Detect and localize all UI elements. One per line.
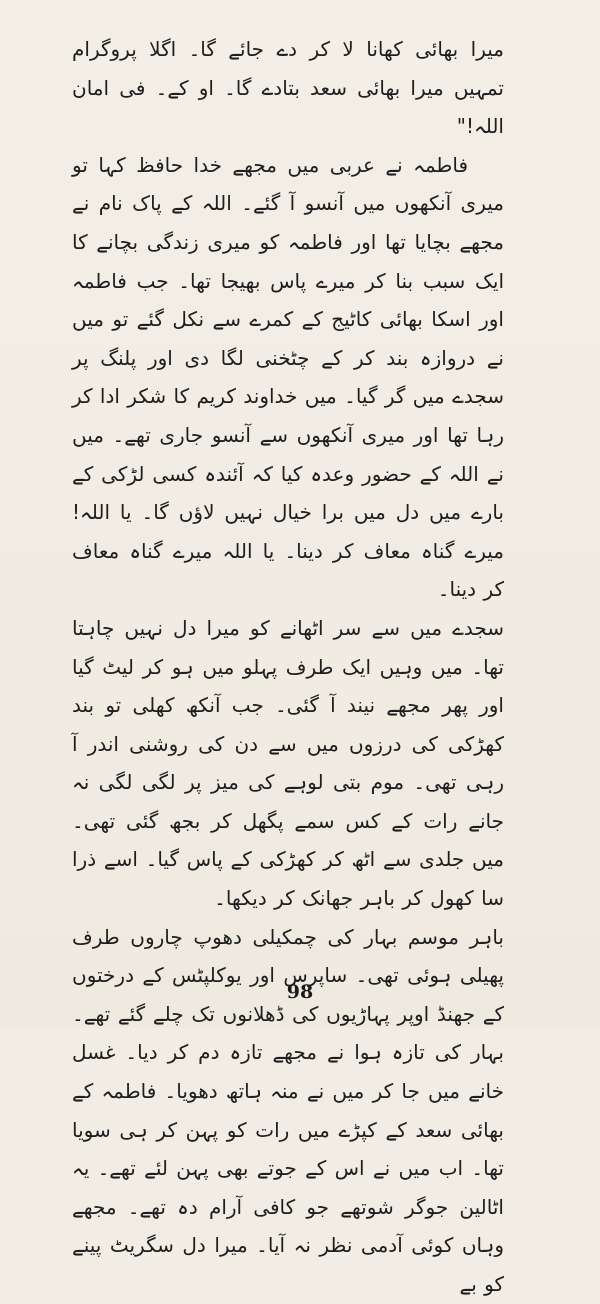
paragraph: سجدے میں سے سر اٹھانے کو میرا دل نہیں چاہتا تھا۔ میں وہیں ایک طرف پہلو میں ہو کر لیٹ گیا اور پھر مجھے نیند آ گئی۔ جب آنکھ کھلی تو بند کھڑکی کی درزوں میں سے دن کی روشنی اندر آ رہی تھی۔ موم بتی لوہے کی میز پر لگی لگی نہ جانے رات کے کس سمے پگھل کر بجھ گئی تھی۔ میں جلدی سے اٹھ کر کھڑکی کے پاس گیا۔ اسے ذرا سا کھول کر باہر جھانک کر دیکھا۔ (72, 615, 504, 911)
page-number: 98 (286, 981, 314, 1003)
paragraph: باہر موسم بہار کی چمکیلی دھوپ چاروں طرف پھیلی ہوئی تھی۔ ساپرس اور یوکلپٹس کے درختوں کے جھنڈ اوپر پہاڑیوں کی ڈھلانوں تک چلے گئے تھے۔ بہار کی تازہ ہوا نے مجھے تازہ دم کر دیا۔ غسل خانے میں جا کر میں نے منہ ہاتھ دھویا۔ فاطمہ کے بھائی سعد کے کپڑے میں رات کو پہن کر ہی سویا تھا۔ اب میں نے اس کے جوتے بھی پہن لئے تھے۔ یہ اٹالین جوگر شوتھے جو کافی آرام دہ تھے۔ مجھے وہاں کوئی آدمی نظر نہ آیا۔ میرا دل سگریٹ پینے کو بے (72, 924, 504, 1296)
paragraph: فاطمہ نے عربی میں مجھے خدا حافظ کہا تو میری آنکھوں میں آنسو آ گئے۔ اللہ کے پاک نام نے مجھے بچایا تھا اور فاطمہ کو میری زندگی بچانے کا ایک سبب بنا کر میرے پاس بھیجا تھا۔ جب فاطمہ اور اسکا بھائی کاٹیج کے کمرے سے نکل گئے تو میں نے دروازہ بند کر کے چٹخنی لگا دی اور پلنگ پر سجدے میں گر گیا۔ میں خداوند کریم کا شکر ادا کر رہا تھا اور میری آنکھوں سے آنسو جاری تھے۔ میں نے اللہ کے حضور وعدہ کیا کہ آئندہ کسی لڑکی کے بارے میں دل میں برا خیال نہیں لاؤں گا۔ یا اللہ! میرے گناہ معاف کر دینا۔ یا اللہ میرے گناہ معاف کر دینا۔ (72, 152, 504, 602)
page-text (72, 30, 504, 1304)
paragraph: میرا بھائی کھانا لا کر دے جائے گا۔ اگلا پروگرام تمہیں میرا بھائی سعد بتادے گا۔ او کے۔ فی امان اللہ!" (72, 37, 504, 139)
